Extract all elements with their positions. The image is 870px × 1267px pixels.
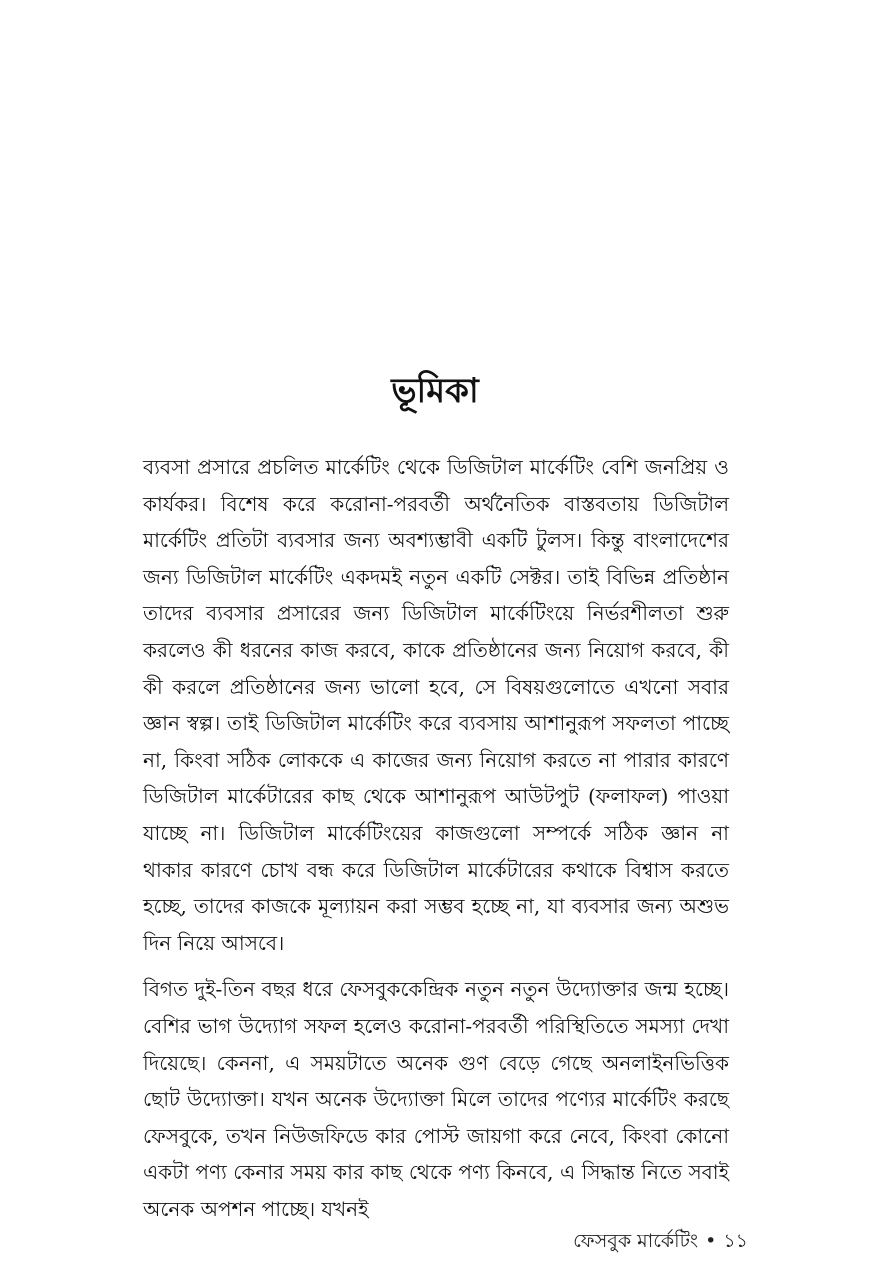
footer-book-title: ফেসবুক মার্কেটিং — [573, 1230, 699, 1252]
page-number: ১১ — [723, 1230, 748, 1252]
chapter-title: ভূমিকা — [391, 371, 479, 411]
paragraph-1: ব্যবসা প্রসারে প্রচলিত মার্কেটিং থেকে ডিজিটাল মার্কেটিং বেশি জনপ্রিয় ও কার্যকর। বিশেষ করে করোনা-পরবর্তী অর্থনৈতিক বাস্তবতায় ডিজিটাল মার্কেটিং প্রতিটা ব্যবসার জন্য অবশ্যম্ভাবী একটি টুলস। কিন্তু বাংলাদেশের জন্য ডিজিটাল মার্কেটিং একদমই নতুন একটি সেক্টর। তাই বিভিন্ন প্রতিষ্ঠান তাদের ব্যবসার প্রসারের জন্য ডিজিটাল মার্কেটিংয়ে নির্ভরশীলতা শুরু করলেও কী ধরনের কাজ করবে, কাকে প্রতিষ্ঠানের জন্য নিয়োগ করবে, কী কী করলে প্রতিষ্ঠানের জন্য ভালো হবে, সে বিষয়গুলোতে এখনো সবার জ্ঞান স্বল্প। তাই ডিজিটাল মার্কেটিং করে ব্যবসায় আশানুরূপ সফলতা পাচ্ছে না, কিংবা সঠিক লোককে এ কাজের জন্য নিয়োগ করতে না পারার কারণে ডিজিটাল মার্কেটারের কাছ থেকে আশানুরূপ আউটপুট (ফলাফল) পাওয়া যাচ্ছে না। ডিজিটাল মার্কেটিংয়ের কাজগুলো সম্পর্কে সঠিক জ্ঞান না থাকার কারণে চোখ বন্ধ করে ডিজিটাল মার্কেটারের কথাকে বিশ্বাস করতে হচ্ছে, তাদের কাজকে মূল্যায়ন করা সম্ভব হচ্ছে না, যা ব্যবসার জন্য অশুভ দিন নিয়ে আসবে। — [143, 455, 729, 955]
running-footer — [573, 1228, 748, 1254]
paragraph-2: বিগত দুই-তিন বছর ধরে ফেসবুককেন্দ্রিক নতুন নতুন উদ্যোক্তার জন্ম হচ্ছে। বেশির ভাগ উদ্যোগ সফল হলেও করোনা-পরবর্তী পরিস্থিতিতে সমস্যা দেখা দিয়েছে। কেননা, এ সময়টাতে অনেক গুণ বেড়ে গেছে অনলাইনভিত্তিক ছোট উদ্যোক্তা। যখন অনেক উদ্যোক্তা মিলে তাদের পণ্যের মার্কেটিং করছে ফেসবুকে, তখন নিউজফিডে কার পোস্ট জায়গা করে নেবে, কিংবা কোনো একটা পণ্য কেনার সময় কার কাছ থেকে পণ্য কিনবে, এ সিদ্ধান্ত নিতে সবাই অনেক অপশন পাচ্ছে। যখনই — [143, 977, 729, 1221]
body-text — [143, 449, 729, 1227]
footer-separator: • — [705, 1230, 717, 1252]
